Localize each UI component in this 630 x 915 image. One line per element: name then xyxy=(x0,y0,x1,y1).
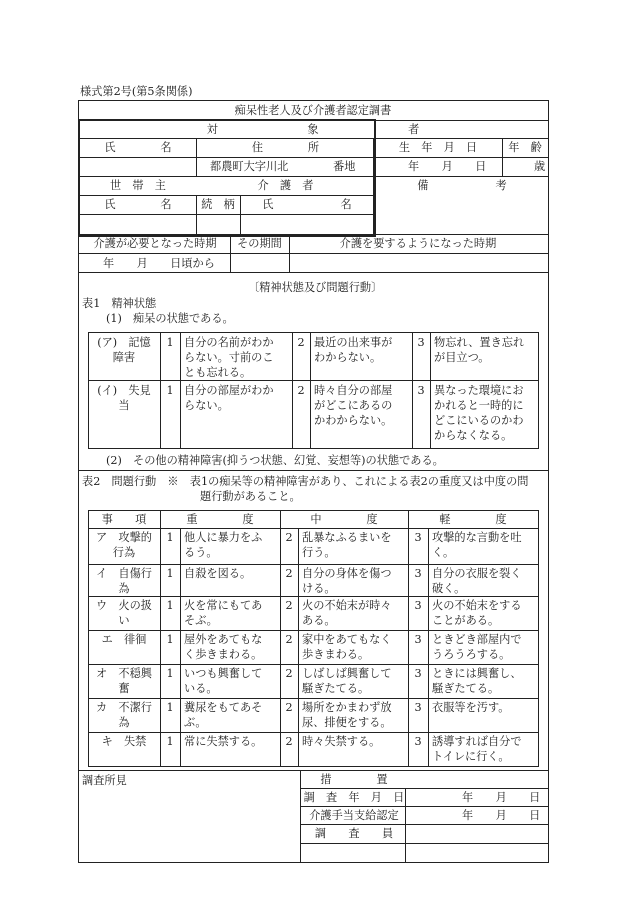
findings-label: 調査所見 xyxy=(82,774,127,787)
table-rule xyxy=(88,766,539,767)
header-age: 年 齢 xyxy=(508,141,542,154)
age-value: 歳 xyxy=(534,160,546,173)
table-rule xyxy=(88,510,539,511)
table-rule xyxy=(88,664,539,665)
severity-number: 1 xyxy=(166,384,174,397)
subject-banner: 対 象 者 xyxy=(206,123,420,136)
table-rule xyxy=(180,332,181,448)
severity-number: 2 xyxy=(297,384,305,397)
severity-number: 3 xyxy=(417,336,425,349)
severity-number: 3 xyxy=(414,735,422,748)
severity-number: 2 xyxy=(285,667,293,680)
severity-number: 1 xyxy=(166,599,174,612)
row-label: (ア) 記憶 障害 xyxy=(97,336,151,364)
rule xyxy=(300,843,548,844)
severity-description: 自分の部屋がわか らない。 xyxy=(184,384,274,412)
severity-description: 時々失禁する。 xyxy=(302,735,381,748)
row-label: (イ) 失見 当 xyxy=(97,384,151,412)
caregiver-label: 介 護 者 xyxy=(257,179,314,192)
severity-description: ときどき部屋内で うろうろする。 xyxy=(432,633,522,661)
severity-number: 2 xyxy=(297,336,305,349)
severity-number: 1 xyxy=(166,701,174,714)
section-heading: 〔精神状態及び問題行動〕 xyxy=(248,281,383,294)
row-label: ア 攻撃的 行為 xyxy=(96,531,152,559)
table1-note: (2) その他の精神障害(抑うつ状態、幻覚、妄想等)の状態である。 xyxy=(106,454,444,467)
survey-date-value: 年 月 日 xyxy=(462,791,541,804)
table-rule xyxy=(88,564,539,565)
severity-number: 3 xyxy=(414,701,422,714)
column-header: 中 度 xyxy=(310,513,378,526)
row-label: ウ 火の扱 い xyxy=(96,599,152,627)
severity-description: ときには興奮し、 騒ぎたてる。 xyxy=(432,667,522,695)
rule xyxy=(230,234,231,272)
severity-description: 衣服等を汚す。 xyxy=(432,701,510,714)
rule-top xyxy=(78,100,548,101)
address-value: 都農町大字川北 番地 xyxy=(210,160,356,173)
table-rule xyxy=(88,698,539,699)
table1-subtitle: (1) 痴呆の状態である。 xyxy=(106,312,234,325)
table-rule xyxy=(88,630,539,631)
severity-description: 時々自分の部屋 がどこにあるの かわからない。 xyxy=(314,384,393,427)
severity-number: 2 xyxy=(285,633,293,646)
severity-description: いつも興奮して いる。 xyxy=(184,667,263,695)
relation-header: 続 柄 xyxy=(201,198,235,211)
table-rule xyxy=(180,528,181,766)
severity-number: 1 xyxy=(166,567,174,580)
table-rule xyxy=(88,332,539,333)
rule xyxy=(300,788,548,789)
rule-right xyxy=(548,100,549,863)
severity-description: 場所をかまわず放 尿、排便をする。 xyxy=(302,701,392,729)
severity-number: 2 xyxy=(285,567,293,580)
header-name: 氏 名 xyxy=(104,141,172,154)
severity-number: 1 xyxy=(166,531,174,544)
row-label: オ 不穏興 奮 xyxy=(96,667,152,695)
severity-description: しばしば興奮して 騒ぎたてる。 xyxy=(302,667,392,695)
row-label: キ 失禁 xyxy=(101,735,147,748)
period-needed-header: 介護が必要となった時期 xyxy=(93,237,217,250)
severity-number: 3 xyxy=(414,599,422,612)
row-label: カ 不潔行 為 xyxy=(96,701,152,729)
document-title: 痴呆性老人及び介護者認定調書 xyxy=(234,104,392,117)
severity-description: 攻撃的な言動を吐 く。 xyxy=(432,531,522,559)
severity-number: 2 xyxy=(285,599,293,612)
rule xyxy=(300,770,301,863)
subject-bold-box xyxy=(78,119,376,237)
table2-title: 表2 問題行動 ※ 表1の痴呆等の精神障害があり、これによる表2の重度又は中度の問 xyxy=(82,475,529,488)
severity-number: 2 xyxy=(285,531,293,544)
caregiver-name-header: 氏 名 xyxy=(262,198,352,211)
severity-number: 3 xyxy=(417,384,425,397)
severity-number: 3 xyxy=(414,633,422,646)
header-birthdate: 生 年 月 日 xyxy=(398,141,478,154)
birthdate-value: 年 月 日 xyxy=(408,160,487,173)
severity-description: 家中をあてもなく 歩きまわる。 xyxy=(302,633,392,661)
allowance-date-value: 年 月 日 xyxy=(462,809,541,822)
rule xyxy=(78,770,548,771)
row-label: イ 自傷行 為 xyxy=(96,567,152,595)
severity-description: 異なった環境にお かれると一時的に どこにいるのかわ からなくなる。 xyxy=(434,384,524,442)
rule xyxy=(78,234,548,235)
table-rule xyxy=(88,732,539,733)
severity-number: 1 xyxy=(166,633,174,646)
severity-description: 自分の衣服を裂く 破く。 xyxy=(432,567,522,595)
table1-title: 表1 精神状態 xyxy=(82,297,157,310)
severity-description: 自分の名前がわか らない。寸前のこ とも忘れる。 xyxy=(184,336,274,379)
investigator-label: 調 査 員 xyxy=(314,827,394,840)
allowance-date-label: 介護手当支給認定 xyxy=(309,809,399,822)
severity-description: 屋外をあてもな く歩きまわる。 xyxy=(184,633,263,661)
table-rule xyxy=(88,596,539,597)
severity-description: 糞尿をもてあそ ぶ。 xyxy=(184,701,263,729)
rule xyxy=(300,824,548,825)
severity-description: 最近の出来事が わからない。 xyxy=(314,336,393,364)
period-needed-value: 年 月 日頃から xyxy=(103,257,215,270)
table2-title-cont: 題行動があること。 xyxy=(200,490,301,503)
rule-bottom xyxy=(78,862,549,863)
rule xyxy=(289,234,290,272)
column-header: 軽 度 xyxy=(439,513,507,526)
rule xyxy=(502,138,503,176)
severity-number: 3 xyxy=(414,531,422,544)
table-rule xyxy=(88,332,89,448)
severity-number: 1 xyxy=(166,735,174,748)
table-rule xyxy=(430,332,431,448)
table-rule xyxy=(538,510,539,766)
severity-number: 2 xyxy=(285,701,293,714)
householder-name-header: 氏 名 xyxy=(104,198,172,211)
rule xyxy=(78,253,548,254)
severity-number: 2 xyxy=(285,735,293,748)
severity-description: 他人に暴力をふ るう。 xyxy=(184,531,263,559)
severity-description: 自分の身体を傷つ ける。 xyxy=(302,567,392,595)
table-rule xyxy=(298,528,299,766)
remarks-label: 備 考 xyxy=(417,179,507,192)
householder-label: 世 帯 主 xyxy=(110,179,166,192)
table-rule xyxy=(88,510,89,766)
table-rule xyxy=(88,448,539,449)
rule xyxy=(300,806,548,807)
rule xyxy=(78,470,548,471)
table-rule xyxy=(88,528,539,529)
severity-description: 乱暴なふるまいを 行う。 xyxy=(302,531,392,559)
severity-number: 1 xyxy=(166,336,174,349)
severity-description: 常に失禁する。 xyxy=(184,735,263,748)
severity-number: 1 xyxy=(166,667,174,680)
header-address: 住 所 xyxy=(251,141,320,154)
severity-description: 火の不始末が時々 ある。 xyxy=(302,599,392,627)
column-header: 事 項 xyxy=(101,513,147,526)
period-duration-header: その期間 xyxy=(237,237,282,250)
severity-number: 3 xyxy=(414,667,422,680)
severity-description: 自殺を図る。 xyxy=(184,567,252,580)
table-rule xyxy=(538,332,539,448)
severity-number: 3 xyxy=(414,567,422,580)
period-became-header: 介護を要するようになった時期 xyxy=(339,237,497,250)
form-number: 様式第2号(第5条関係) xyxy=(80,85,193,98)
survey-date-label: 調 査 年 月 日 xyxy=(303,791,405,804)
table-rule xyxy=(428,528,429,766)
column-header: 重 度 xyxy=(186,513,254,526)
table-rule xyxy=(88,380,539,381)
severity-description: 物忘れ、置き忘れ が目立つ。 xyxy=(434,336,525,364)
measure-label: 措 置 xyxy=(320,773,388,786)
row-label: エ 徘徊 xyxy=(101,633,147,646)
severity-description: 火の不始末をする ことがある。 xyxy=(432,599,522,627)
severity-description: 誘導すれば自分で トイレに行く。 xyxy=(432,735,522,763)
severity-description: 火を常にもてあ そぶ。 xyxy=(184,599,263,627)
table-rule xyxy=(310,332,311,448)
rule xyxy=(78,272,548,273)
